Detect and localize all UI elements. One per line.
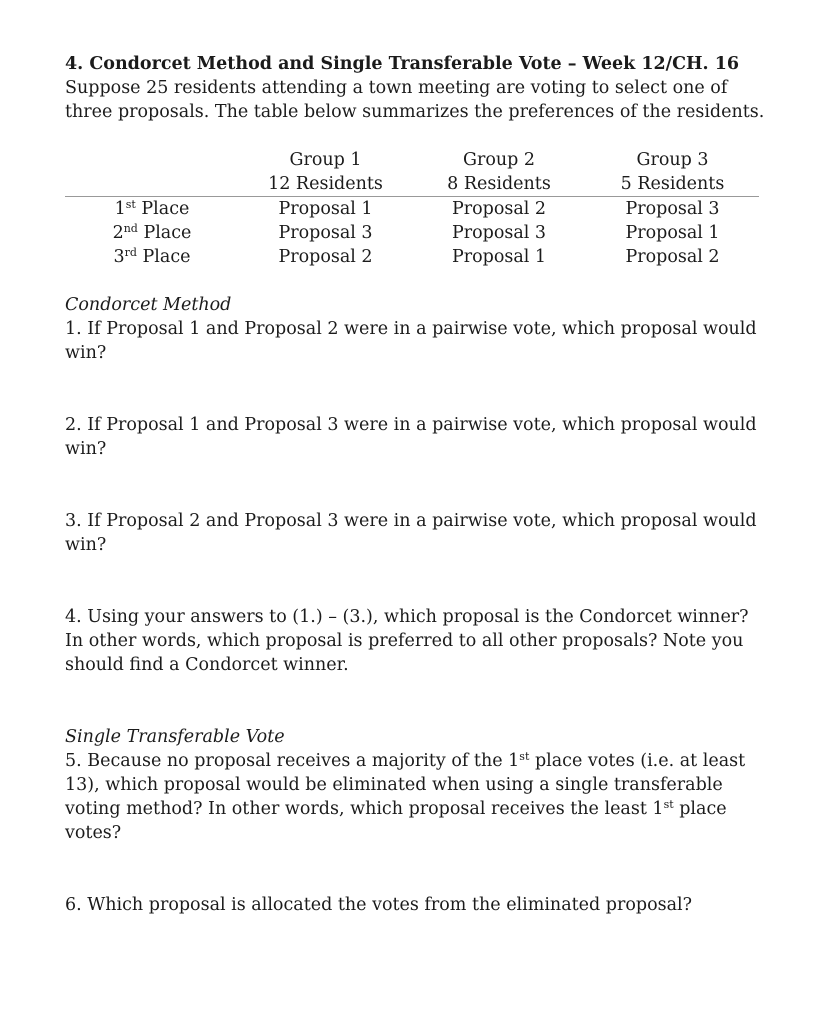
table-row: [65, 221, 759, 245]
table-cell: Proposal 3: [278, 223, 373, 243]
group-1-size: 12 Residents: [239, 172, 412, 197]
section-condorcet-title: Condorcet Method: [65, 295, 232, 315]
table-cell: Proposal 2: [451, 199, 547, 219]
question-4: 4. Using your answers to (1.) – (3.), which proposal is the Condorcet winner? In other words, which proposal is preferred to all other proposals? Note you should find a Condorcet winner.: [65, 607, 749, 675]
group-2-name: Group 2: [462, 150, 536, 170]
table-cell: Proposal 1: [451, 247, 547, 267]
question-5: 5. Because no proposal receives a majority of the 1st place votes (i.e. at least 13), which proposal would be eliminated when using a single transferable voting method? In other words, which proposal receives the least 1st place votes?: [65, 750, 746, 843]
table-cell: Proposal 1: [278, 199, 373, 219]
group-3-name: Group 3: [636, 150, 709, 170]
table-corner-2: [65, 172, 239, 197]
worksheet-page: [65, 52, 765, 917]
table-cell: Proposal 3: [451, 223, 547, 243]
question-2: 2. If Proposal 1 and Proposal 3 were in a pairwise vote, which proposal would win?: [65, 415, 757, 459]
preference-table: [65, 148, 759, 269]
rank-label: 3rd Place: [113, 246, 191, 267]
group-1-name: Group 1: [289, 150, 362, 170]
question-6: 6. Which proposal is allocated the votes from the eliminated proposal?: [65, 895, 693, 915]
table-row: [65, 197, 759, 222]
group-size-row: [65, 172, 759, 197]
question-3: 3. If Proposal 2 and Proposal 3 were in a pairwise vote, which proposal would win?: [65, 511, 757, 555]
section-stv-title: Single Transferable Vote: [65, 727, 285, 747]
rank-label: 1st Place: [114, 198, 190, 219]
group-3-size: 5 Residents: [586, 172, 759, 197]
rank-label: 2nd Place: [112, 222, 192, 243]
table-row: [65, 245, 759, 269]
problem-intro: Suppose 25 residents attending a town meeting are voting to select one of three proposals. The table below summarizes the preferences of the residents.: [65, 78, 765, 122]
question-1: 1. If Proposal 1 and Proposal 2 were in a pairwise vote, which proposal would win?: [65, 319, 757, 363]
table-cell: Proposal 2: [278, 247, 373, 267]
group-2-size: 8 Residents: [412, 172, 586, 197]
table-cell: Proposal 3: [625, 199, 720, 219]
table-cell: Proposal 2: [625, 247, 720, 267]
table-cell: Proposal 1: [625, 223, 720, 243]
table-corner: [65, 148, 239, 172]
problem-title: 4. Condorcet Method and Single Transferable Vote – Week 12/CH. 16: [65, 54, 740, 74]
group-name-row: [65, 148, 759, 172]
